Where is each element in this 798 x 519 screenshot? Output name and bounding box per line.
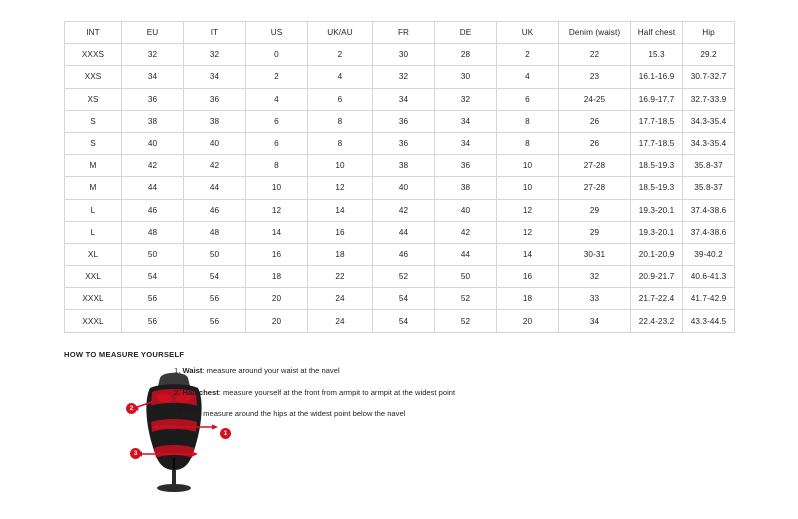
cell-uk-au: 12 — [308, 177, 373, 199]
size-chart-table-wrapper — [64, 21, 734, 333]
table-body — [65, 44, 735, 332]
cell-us: 8 — [246, 155, 308, 177]
cell-hip: 34.3-35.4 — [683, 110, 735, 132]
cell-us: 6 — [246, 110, 308, 132]
cell-int: XXL — [65, 266, 122, 288]
cell-it: 36 — [184, 88, 246, 110]
cell-fr: 54 — [373, 288, 435, 310]
cell-eu: 36 — [122, 88, 184, 110]
cell-uk: 20 — [497, 310, 559, 332]
cell-us: 18 — [246, 266, 308, 288]
how-to-measure-block — [64, 364, 734, 494]
cell-half-chest: 16.1-16.9 — [631, 66, 683, 88]
cell-int: M — [65, 177, 122, 199]
measure-step-half-chest — [174, 388, 714, 398]
measure-step-term: Waist — [182, 366, 203, 375]
cell-eu: 56 — [122, 310, 184, 332]
cell-int: XXXL — [65, 310, 122, 332]
cell-half-chest: 15.3 — [631, 44, 683, 66]
measure-badge-3: 3 — [130, 448, 141, 459]
cell-int: XL — [65, 243, 122, 265]
cell-de: 32 — [435, 88, 497, 110]
cell-int: S — [65, 110, 122, 132]
cell-int: XXXS — [65, 44, 122, 66]
cell-half-chest: 20.1-20.9 — [631, 243, 683, 265]
column-header-de: DE — [435, 22, 497, 44]
measure-step-number: 3. — [174, 409, 181, 418]
cell-uk-au: 14 — [308, 199, 373, 221]
cell-uk-au: 16 — [308, 221, 373, 243]
column-header-it: IT — [184, 22, 246, 44]
cell-eu: 56 — [122, 288, 184, 310]
cell-uk-au: 8 — [308, 132, 373, 154]
cell-uk: 10 — [497, 177, 559, 199]
table-header-row — [65, 22, 735, 44]
cell-denim-waist: 32 — [559, 266, 631, 288]
cell-half-chest: 20.9-21.7 — [631, 266, 683, 288]
cell-de: 44 — [435, 243, 497, 265]
cell-int: XXXL — [65, 288, 122, 310]
cell-half-chest: 18.5-19.3 — [631, 155, 683, 177]
cell-uk: 8 — [497, 110, 559, 132]
cell-uk: 12 — [497, 221, 559, 243]
measure-steps-list — [174, 366, 714, 431]
cell-hip: 30.7-32.7 — [683, 66, 735, 88]
cell-fr: 38 — [373, 155, 435, 177]
cell-eu: 32 — [122, 44, 184, 66]
measure-badge-1: 1 — [220, 428, 231, 439]
cell-us: 4 — [246, 88, 308, 110]
table-row — [65, 199, 735, 221]
cell-de: 36 — [435, 155, 497, 177]
cell-uk: 8 — [497, 132, 559, 154]
column-header-fr: FR — [373, 22, 435, 44]
cell-fr: 52 — [373, 266, 435, 288]
measure-step-number: 2. — [174, 387, 181, 397]
cell-fr: 42 — [373, 199, 435, 221]
cell-it: 46 — [184, 199, 246, 221]
cell-denim-waist: 30-31 — [559, 243, 631, 265]
cell-int: XXS — [65, 66, 122, 88]
measure-step-text: : measure around the hips at the widest point below the navel — [198, 409, 406, 418]
cell-it: 56 — [184, 310, 246, 332]
cell-uk-au: 10 — [308, 155, 373, 177]
measure-step-number: 1. — [174, 366, 181, 375]
cell-uk-au: 4 — [308, 66, 373, 88]
table-row — [65, 288, 735, 310]
cell-int: M — [65, 155, 122, 177]
cell-uk: 4 — [497, 66, 559, 88]
cell-de: 34 — [435, 132, 497, 154]
cell-uk: 12 — [497, 199, 559, 221]
cell-denim-waist: 29 — [559, 199, 631, 221]
column-header-int: INT — [65, 22, 122, 44]
measure-step-term: Hips — [182, 409, 199, 418]
table-row — [65, 155, 735, 177]
cell-half-chest: 17.7-18.5 — [631, 132, 683, 154]
cell-denim-waist: 27-28 — [559, 177, 631, 199]
cell-int: L — [65, 199, 122, 221]
cell-it: 44 — [184, 177, 246, 199]
cell-hip: 29.2 — [683, 44, 735, 66]
cell-half-chest: 22.4-23.2 — [631, 310, 683, 332]
cell-de: 28 — [435, 44, 497, 66]
cell-eu: 48 — [122, 221, 184, 243]
cell-it: 32 — [184, 44, 246, 66]
cell-de: 34 — [435, 110, 497, 132]
table-row — [65, 266, 735, 288]
cell-denim-waist: 33 — [559, 288, 631, 310]
cell-it: 54 — [184, 266, 246, 288]
table-row — [65, 66, 735, 88]
cell-de: 30 — [435, 66, 497, 88]
cell-fr: 36 — [373, 110, 435, 132]
cell-denim-waist: 34 — [559, 310, 631, 332]
cell-half-chest: 19.3-20.1 — [631, 199, 683, 221]
cell-uk-au: 24 — [308, 288, 373, 310]
cell-us: 20 — [246, 310, 308, 332]
column-header-denim-waist: Denim (waist) — [559, 22, 631, 44]
cell-denim-waist: 26 — [559, 110, 631, 132]
cell-uk-au: 18 — [308, 243, 373, 265]
cell-hip: 34.3-35.4 — [683, 132, 735, 154]
cell-it: 50 — [184, 243, 246, 265]
cell-hip: 35.8-37 — [683, 177, 735, 199]
cell-it: 48 — [184, 221, 246, 243]
cell-uk-au: 2 — [308, 44, 373, 66]
cell-eu: 46 — [122, 199, 184, 221]
cell-fr: 40 — [373, 177, 435, 199]
column-header-us: US — [246, 22, 308, 44]
cell-int: XS — [65, 88, 122, 110]
cell-eu: 40 — [122, 132, 184, 154]
cell-uk: 6 — [497, 88, 559, 110]
measure-badge-2: 2 — [126, 403, 137, 414]
cell-denim-waist: 24-25 — [559, 88, 631, 110]
cell-uk: 14 — [497, 243, 559, 265]
cell-fr: 34 — [373, 88, 435, 110]
column-header-half-chest: Half chest — [631, 22, 683, 44]
measure-step-waist — [174, 366, 714, 376]
column-header-hip: Hip — [683, 22, 735, 44]
cell-hip: 39-40.2 — [683, 243, 735, 265]
cell-uk-au: 24 — [308, 310, 373, 332]
table-row — [65, 132, 735, 154]
cell-half-chest: 17.7-18.5 — [631, 110, 683, 132]
cell-uk-au: 8 — [308, 110, 373, 132]
table-row — [65, 310, 735, 332]
cell-uk: 18 — [497, 288, 559, 310]
cell-uk: 16 — [497, 266, 559, 288]
cell-fr: 46 — [373, 243, 435, 265]
cell-denim-waist: 26 — [559, 132, 631, 154]
cell-it: 38 — [184, 110, 246, 132]
cell-fr: 32 — [373, 66, 435, 88]
cell-it: 56 — [184, 288, 246, 310]
cell-half-chest: 19.3-20.1 — [631, 221, 683, 243]
cell-eu: 38 — [122, 110, 184, 132]
cell-denim-waist: 22 — [559, 44, 631, 66]
cell-fr: 44 — [373, 221, 435, 243]
how-to-measure-title: HOW TO MEASURE YOURSELF — [64, 350, 185, 359]
cell-hip: 43.3-44.5 — [683, 310, 735, 332]
cell-uk-au: 22 — [308, 266, 373, 288]
table-row — [65, 88, 735, 110]
cell-it: 40 — [184, 132, 246, 154]
table-row — [65, 177, 735, 199]
cell-hip: 41.7-42.9 — [683, 288, 735, 310]
cell-eu: 54 — [122, 266, 184, 288]
cell-fr: 54 — [373, 310, 435, 332]
cell-it: 42 — [184, 155, 246, 177]
table-row — [65, 110, 735, 132]
cell-hip: 37.4-38.6 — [683, 199, 735, 221]
cell-eu: 34 — [122, 66, 184, 88]
cell-hip: 37.4-38.6 — [683, 221, 735, 243]
table-row — [65, 44, 735, 66]
cell-int: L — [65, 221, 122, 243]
column-header-uk: UK — [497, 22, 559, 44]
cell-fr: 36 — [373, 132, 435, 154]
column-header-eu: EU — [122, 22, 184, 44]
cell-it: 34 — [184, 66, 246, 88]
cell-eu: 42 — [122, 155, 184, 177]
cell-de: 38 — [435, 177, 497, 199]
cell-denim-waist: 29 — [559, 221, 631, 243]
size-chart-table — [64, 21, 735, 333]
cell-de: 50 — [435, 266, 497, 288]
cell-de: 52 — [435, 310, 497, 332]
cell-us: 14 — [246, 221, 308, 243]
cell-hip: 32.7-33.9 — [683, 88, 735, 110]
cell-us: 2 — [246, 66, 308, 88]
cell-us: 10 — [246, 177, 308, 199]
cell-fr: 30 — [373, 44, 435, 66]
measure-step-text: : measure around your waist at the navel — [202, 366, 340, 375]
cell-denim-waist: 23 — [559, 66, 631, 88]
table-row — [65, 221, 735, 243]
table-header — [65, 22, 735, 44]
column-header-uk-au: UK/AU — [308, 22, 373, 44]
measure-step-hips — [174, 409, 714, 419]
cell-de: 42 — [435, 221, 497, 243]
cell-denim-waist: 27-28 — [559, 155, 631, 177]
cell-us: 16 — [246, 243, 308, 265]
cell-half-chest: 18.5-19.3 — [631, 177, 683, 199]
measure-step-term: Half chest — [182, 387, 219, 397]
cell-half-chest: 16.9-17.7 — [631, 88, 683, 110]
cell-uk: 10 — [497, 155, 559, 177]
cell-eu: 44 — [122, 177, 184, 199]
cell-half-chest: 21.7-22.4 — [631, 288, 683, 310]
cell-hip: 40.6-41.3 — [683, 266, 735, 288]
cell-hip: 35.8-37 — [683, 155, 735, 177]
cell-eu: 50 — [122, 243, 184, 265]
cell-de: 40 — [435, 199, 497, 221]
cell-us: 0 — [246, 44, 308, 66]
cell-us: 20 — [246, 288, 308, 310]
cell-us: 6 — [246, 132, 308, 154]
table-row — [65, 243, 735, 265]
cell-uk-au: 6 — [308, 88, 373, 110]
cell-uk: 2 — [497, 44, 559, 66]
cell-us: 12 — [246, 199, 308, 221]
cell-int: S — [65, 132, 122, 154]
measure-step-text: : measure yourself at the front from armpit to armpit at the widest point — [218, 387, 456, 397]
cell-de: 52 — [435, 288, 497, 310]
